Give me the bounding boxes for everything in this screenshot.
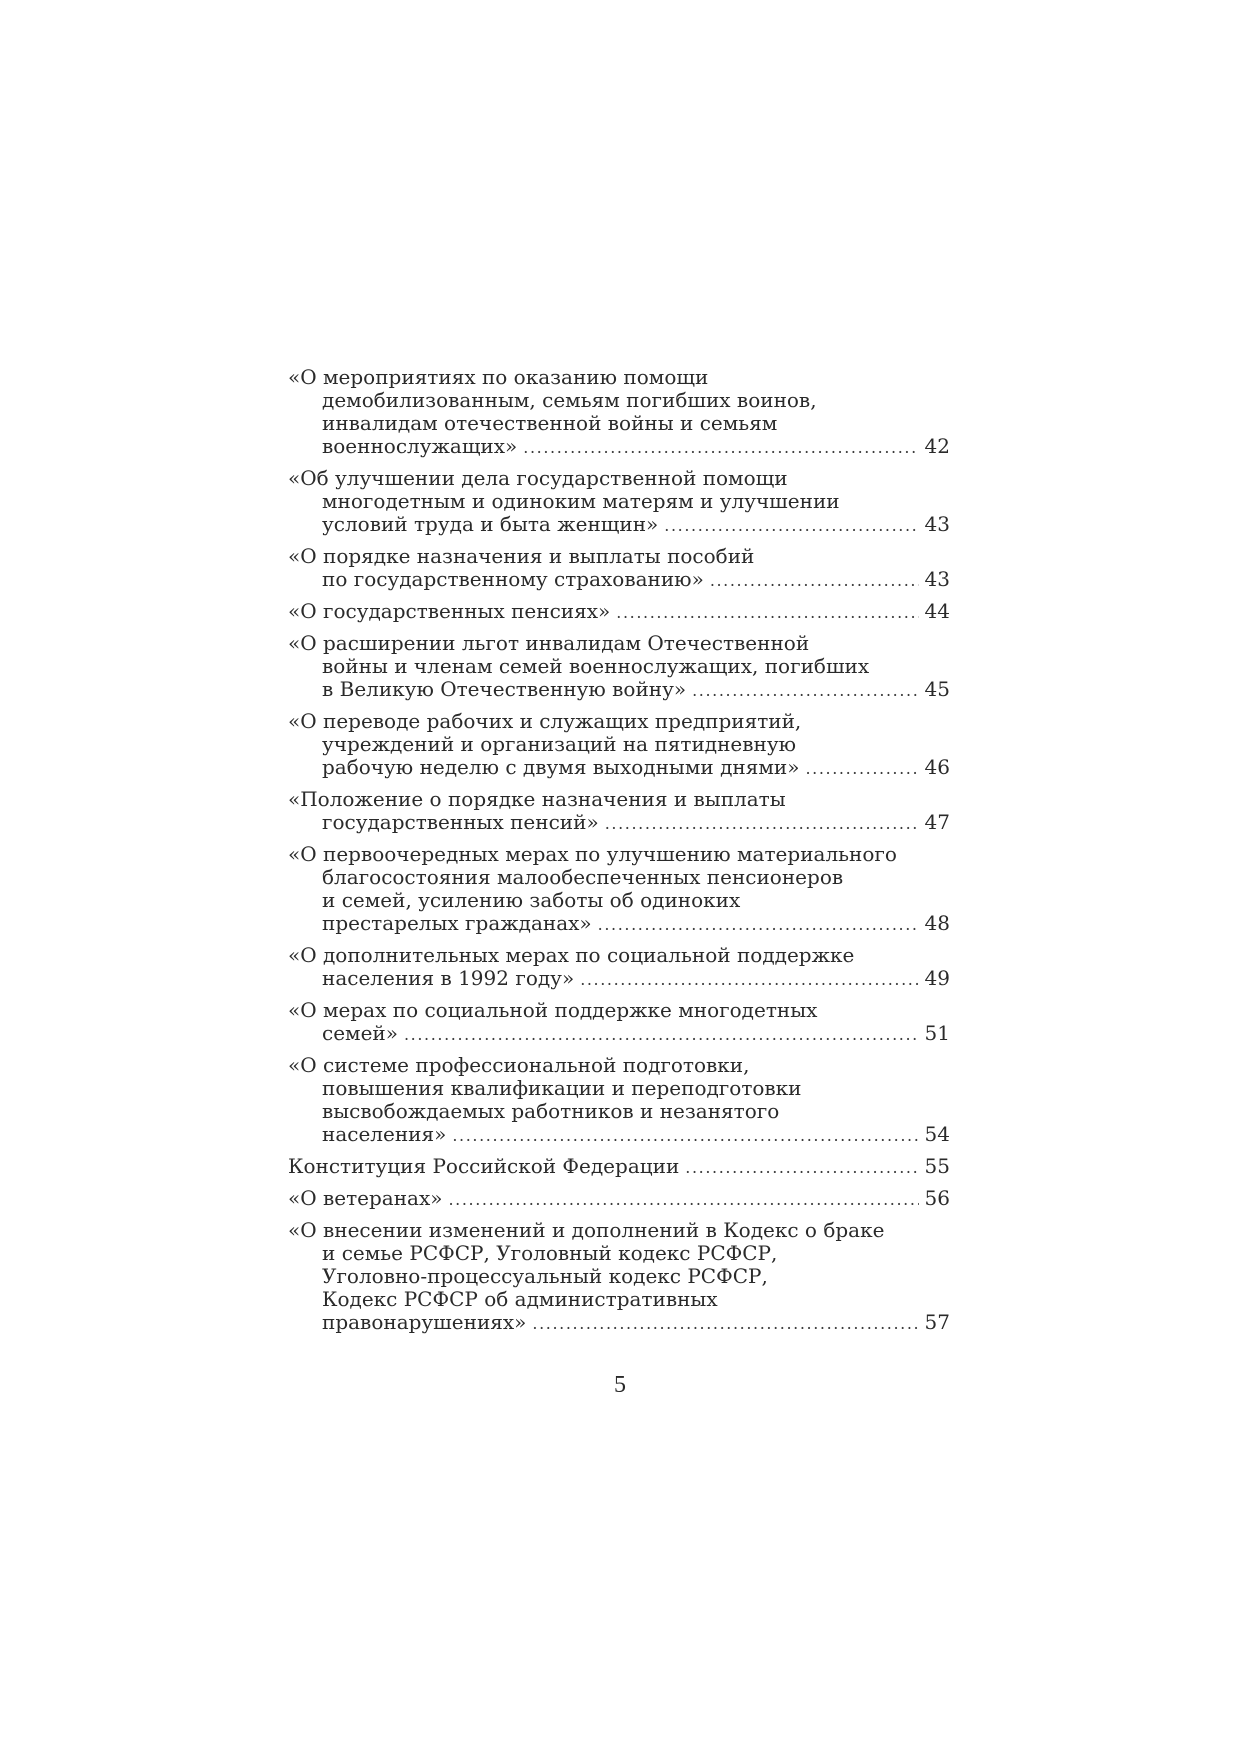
toc-page-number: 46	[924, 755, 950, 779]
toc-entry-title-line: «О порядке назначения и выплаты пособий	[288, 544, 755, 568]
toc-entry-title-line: Уголовно-процессуальный кодекс РСФСР,	[322, 1264, 768, 1288]
toc-entry-title-line: повышения квалификации и переподготовки	[322, 1076, 802, 1100]
toc-entry-last-line	[288, 1022, 950, 1046]
toc-entry-title-line: «О мерах по социальной поддержке многодетных	[288, 998, 818, 1022]
dot-leader	[404, 1023, 919, 1046]
toc-entry-last-line	[288, 967, 950, 991]
toc-entry-title-line: «Положение о порядке назначения и выплаты	[288, 787, 786, 811]
toc-page-number: 42	[924, 434, 950, 458]
dot-leader	[532, 1312, 918, 1335]
toc-entry-title-line: государственных пенсий»	[322, 810, 599, 834]
toc-page-number: 57	[924, 1310, 950, 1334]
toc-entry	[288, 545, 950, 592]
toc-entry-title-line: в Великую Отечественную войну»	[322, 677, 687, 701]
toc-entry-last-line	[288, 513, 950, 537]
toc-entry-title-line: Конституция Российской Федерации	[288, 1154, 680, 1178]
toc-entry-title-line: благосостояния малообеспеченных пенсионеров	[322, 865, 844, 889]
toc-entry-title-line: высвобождаемых работников и незанятого	[322, 1099, 780, 1123]
toc-entry-title-line: «О дополнительных мерах по социальной поддержке	[288, 943, 855, 967]
toc-entry	[288, 467, 950, 537]
toc-entry-title-line: по государственному страхованию»	[322, 567, 704, 591]
dot-leader	[523, 436, 918, 459]
toc-entry-last-line	[288, 600, 950, 624]
toc-entry-title-line: «О мероприятиях по оказанию помощи	[288, 365, 709, 389]
dot-leader	[452, 1124, 918, 1147]
toc-entry-last-line	[288, 811, 950, 835]
toc-entry-last-line	[288, 1155, 950, 1179]
toc-entry-title-line: семей»	[322, 1021, 398, 1045]
toc-page-number: 48	[924, 911, 950, 935]
toc-page-number: 55	[924, 1154, 950, 1178]
toc-entry-title-line: населения»	[322, 1122, 447, 1146]
toc-entry-last-line	[288, 435, 950, 459]
dot-leader	[605, 812, 919, 835]
dot-leader	[805, 757, 918, 780]
toc-entry	[288, 1155, 950, 1179]
toc-entry-title-line: и семей, усилению заботы об одиноких	[322, 888, 741, 912]
toc-entry	[288, 366, 950, 459]
toc-entry	[288, 1187, 950, 1211]
toc-entry-last-line	[288, 568, 950, 592]
toc-entry	[288, 999, 950, 1046]
dot-leader	[448, 1188, 918, 1211]
toc-entry-last-line	[288, 1187, 950, 1211]
toc-entry-title-line: «О внесении изменений и дополнений в Кодекс о браке	[288, 1218, 885, 1242]
toc-entry	[288, 944, 950, 991]
dot-leader	[685, 1156, 918, 1179]
toc-entry-title-line: «О переводе рабочих и служащих предприятий,	[288, 709, 802, 733]
toc-entry-last-line	[288, 1311, 950, 1335]
toc-entry-title-line: многодетным и одиноким матерям и улучшении	[322, 489, 840, 513]
toc-entry-title-line: и семье РСФСР, Уголовный кодекс РСФСР,	[322, 1241, 778, 1265]
toc-entry	[288, 1054, 950, 1147]
toc-entry-title-line: Кодекс РСФСР об административных	[322, 1287, 718, 1311]
toc-entry-title-line: «О первоочередных мерах по улучшению материального	[288, 842, 897, 866]
toc-entry-title-line: правонарушениях»	[322, 1310, 527, 1334]
toc-entry-title-line: населения в 1992 году»	[322, 966, 575, 990]
toc-entry	[288, 788, 950, 835]
toc-entry-title-line: условий труда и быта женщин»	[322, 512, 659, 536]
toc-page-number: 44	[924, 599, 950, 623]
toc-entry-title-line: военнослужащих»	[322, 434, 518, 458]
toc-entry-title-line: престарелых гражданах»	[322, 911, 592, 935]
toc-entry-title-line: рабочую неделю с двумя выходными днями»	[322, 755, 800, 779]
dot-leader	[710, 569, 919, 592]
toc-entry-last-line	[288, 756, 950, 780]
dot-leader	[598, 913, 919, 936]
toc-entry-title-line: инвалидам отечественной войны и семьям	[322, 411, 778, 435]
dot-leader	[664, 514, 918, 537]
toc-page-number: 45	[924, 677, 950, 701]
toc-entry-title-line: «О системе профессиональной подготовки,	[288, 1053, 750, 1077]
toc-page-number: 47	[924, 810, 950, 834]
toc-entry	[288, 843, 950, 936]
toc-entry	[288, 600, 950, 624]
dot-leader	[616, 601, 918, 624]
toc-entry-title-line: «О расширении льгот инвалидам Отечественной	[288, 631, 810, 655]
toc-entry	[288, 710, 950, 780]
toc-page-number: 54	[924, 1122, 950, 1146]
toc-entry	[288, 632, 950, 702]
toc-entry-title-line: «Об улучшении дела государственной помощи	[288, 466, 788, 490]
toc-entry-title-line: учреждений и организаций на пятидневную	[322, 732, 797, 756]
dot-leader	[692, 679, 918, 702]
toc-entry-title-line: демобилизованным, семьям погибших воинов,	[322, 388, 817, 412]
toc-entry-last-line	[288, 1123, 950, 1147]
toc-page-number: 49	[924, 966, 950, 990]
toc-page-number: 51	[924, 1021, 950, 1045]
page-number: 5	[614, 1372, 626, 1398]
toc-page-number: 43	[924, 512, 950, 536]
toc-entry-title-line: войны и членам семей военнослужащих, погибших	[322, 654, 870, 678]
toc-entry-last-line	[288, 912, 950, 936]
toc-entry-title-line: «О государственных пенсиях»	[288, 599, 611, 623]
toc-entry-title-line: «О ветеранах»	[288, 1186, 443, 1210]
toc-page-number: 43	[924, 567, 950, 591]
toc-entry	[288, 1219, 950, 1335]
toc-entry-last-line	[288, 678, 950, 702]
toc-page-number: 56	[924, 1186, 950, 1210]
dot-leader	[580, 968, 918, 991]
table-of-contents	[288, 366, 950, 1343]
